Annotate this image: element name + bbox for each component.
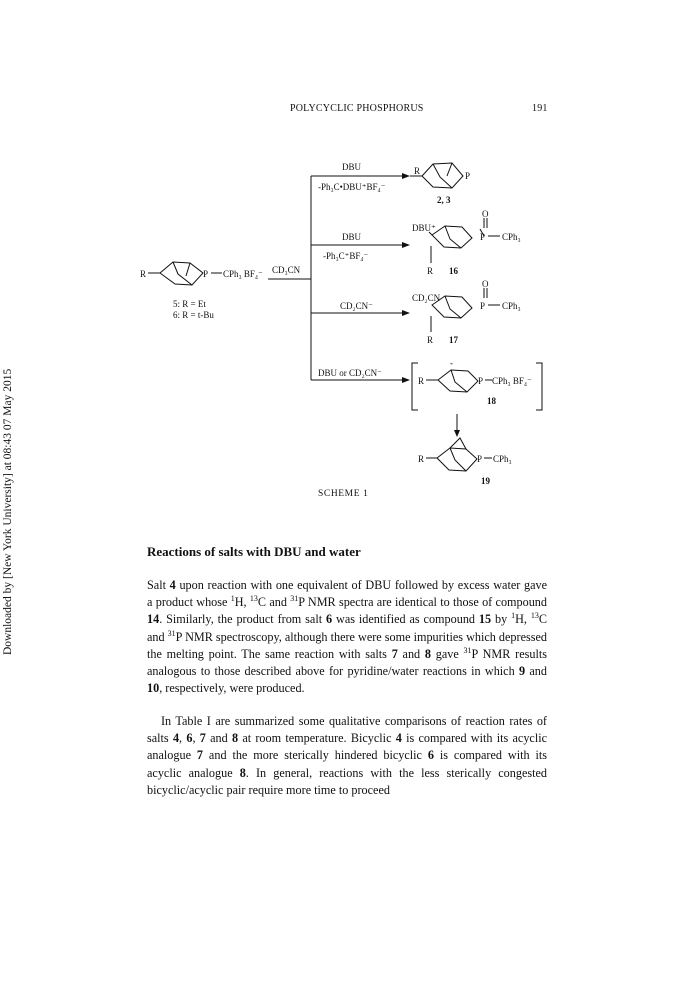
branch3-cph3: CPh₃ <box>502 301 521 311</box>
branch3-p-label: P <box>480 301 486 311</box>
branch2-compound-label: 16 <box>449 266 458 276</box>
branch2-p-label: P <box>480 232 486 242</box>
solvent-label: CD₃CN <box>272 265 301 275</box>
download-watermark: Downloaded by [New York University] at 08:43 07 May 2015 <box>2 368 14 655</box>
branch2-cph3: CPh₃ <box>502 232 521 242</box>
branch1-reagent: DBU <box>342 162 362 172</box>
branch4-charge: - <box>450 358 453 368</box>
branch4-reagent: DBU or CD₂CN⁻ <box>318 368 382 378</box>
compound-5-label: 5: R = Et <box>173 299 206 309</box>
compound-6-label: 6: R = t-Bu <box>173 310 214 320</box>
branch4-substituent: CPh₃ BF₄⁻ <box>492 376 532 386</box>
paragraph-2: In Table I are summarized some qualitative comparisons of reaction rates of salts 4, 6, 7 and 8 at room temperature. Bicyclic 4 is compared with its acyclic analogue 7 and the more sterically hindered bicyclic 6 is compared with its acyclic analogue 8. In general, reactions with the less sterically congested bicyclic/acyclic pair require more time to proceed <box>147 714 548 797</box>
branch3-r-label: R <box>427 335 434 345</box>
product-compound-label: 19 <box>481 476 490 486</box>
branch3-oxo: O <box>482 279 489 289</box>
branch2-byproduct: -Ph₃C⁺BF₄⁻ <box>323 251 369 261</box>
product-cph3: CPh₃ <box>493 454 512 464</box>
branch1-byproduct: -Ph₃C•DBU⁺BF₄⁻ <box>318 182 386 192</box>
branch1-p-label: P <box>465 171 471 181</box>
paragraph-1: Salt 4 upon reaction with one equivalent of DBU followed by excess water gave a product whose $^1$H, $^{13}$C and $^{31}$P NMR spectra are identical to those of compound 14. Similarly, the product from salt 6 was identified as compound 15 by $^1$H, $^{13}$C and $^{31}$P NMR spectroscopy, although there were some impurities which depressed the melting point. The same reaction with salts 7 and 8 gave $^{31}$P NMR results analogous to those described above for pyridine/water reactions in which 9 and 10, respectively, were produced. <box>147 578 548 696</box>
branch3-reagent: CD₂CN⁻ <box>340 301 373 311</box>
branch2-r-label: R <box>427 266 434 276</box>
product-r-label: R <box>418 454 425 464</box>
running-title: POLYCYCLIC PHOSPHORUS <box>290 103 424 114</box>
branch1-r-label: R <box>414 166 421 176</box>
branch2-oxo: O <box>482 209 489 219</box>
branch1-compound-label: 2, 3 <box>437 195 451 205</box>
branch2-dbu-ion: DBU⁺ <box>412 223 436 233</box>
product-p-label: P <box>477 454 483 464</box>
branch2-reagent: DBU <box>342 232 362 242</box>
branch4-r-label: R <box>418 376 425 386</box>
page-number: 191 <box>532 103 548 114</box>
scheme-caption: SCHEME 1 <box>318 489 369 499</box>
start-substituent: CPh₃ BF₄⁻ <box>223 269 263 279</box>
branch3-compound-label: 17 <box>449 335 458 345</box>
start-p-label: P <box>203 269 209 279</box>
branch3-group: CD₂CN <box>412 293 441 303</box>
branch4-compound-label: 18 <box>487 396 496 406</box>
section-heading: Reactions of salts with DBU and water <box>147 544 361 559</box>
reaction-scheme <box>0 0 696 500</box>
branch4-p-label: P <box>478 376 484 386</box>
start-r-label: R <box>140 269 147 279</box>
